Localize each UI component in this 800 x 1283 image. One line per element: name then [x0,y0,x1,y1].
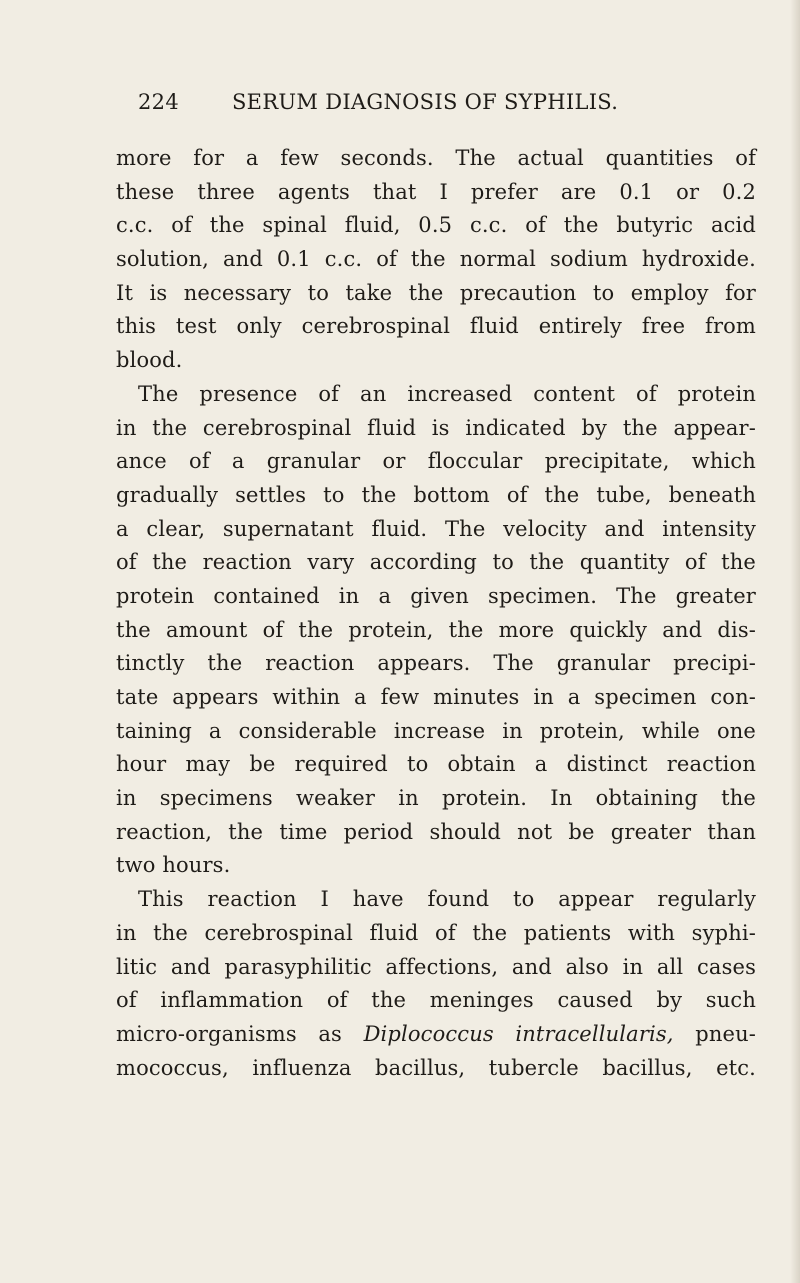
page-header [116,90,756,126]
text-line-with-italic [116,1018,756,1052]
text-line: mococcus, influenza bacillus, tubercle bacillus, etc. [116,1055,756,1080]
text-line: It is necessary to take the precaution to employ for [116,280,756,305]
running-title: SERUM DIAGNOSIS OF SYPHILIS. [232,90,619,114]
text-line: the amount of the protein, the more quickly and dis- [116,617,756,642]
text-line: c.c. of the spinal fluid, 0.5 c.c. of the butyric acid [116,213,756,238]
text-line: solution, and 0.1 c.c. of the normal sodium hydroxide. [116,247,756,272]
text-line: more for a few seconds. The actual quantities of [116,146,756,170]
text-line: protein contained in a given specimen. The greater [116,583,756,608]
text-line: a clear, supernatant fluid. The velocity and intensity [116,516,756,541]
text-segment: micro-organisms as [116,1021,364,1046]
text-line: gradually settles to the bottom of the tube, beneath [116,482,756,507]
text-line: taining a considerable increase in protein, while one [116,718,756,743]
text-line: litic and parasyphilitic affections, and also in all cases [116,954,756,979]
text-line: this test only cerebrospinal fluid entirely free from [116,314,756,339]
text-line: in specimens weaker in protein. In obtaining the [116,786,756,811]
text-segment: pneu- [673,1021,756,1046]
text-line: these three agents that I prefer are 0.1 or 0.2 [116,179,756,204]
text-line: This reaction I have found to appear regularly [138,887,756,912]
text-line: tinctly the reaction appears. The granular precipi- [116,651,756,676]
text-line: in the cerebrospinal fluid of the patients with syphi- [116,920,756,945]
text-line: of inflammation of the meninges caused by such [116,988,756,1013]
text-line: ance of a granular or floccular precipitate, which [116,449,756,474]
text-line: The presence of an increased content of protein [138,381,756,406]
body-text [116,142,756,1085]
page-number: 224 [138,90,179,114]
italic-species-name: Diplococcus intracellularis, [363,1021,674,1046]
text-line: reaction, the time period should not be greater than [116,819,756,844]
text-line: in the cerebrospinal fluid is indicated by the appear- [116,415,756,440]
text-line: tate appears within a few minutes in a specimen con- [116,685,756,709]
text-line: two hours. [116,853,231,878]
text-line: blood. [116,348,183,373]
text-line: of the reaction vary according to the quantity of the [116,550,756,575]
text-line: hour may be required to obtain a distinct reaction [116,752,756,777]
page-edge-shadow [790,0,800,1283]
